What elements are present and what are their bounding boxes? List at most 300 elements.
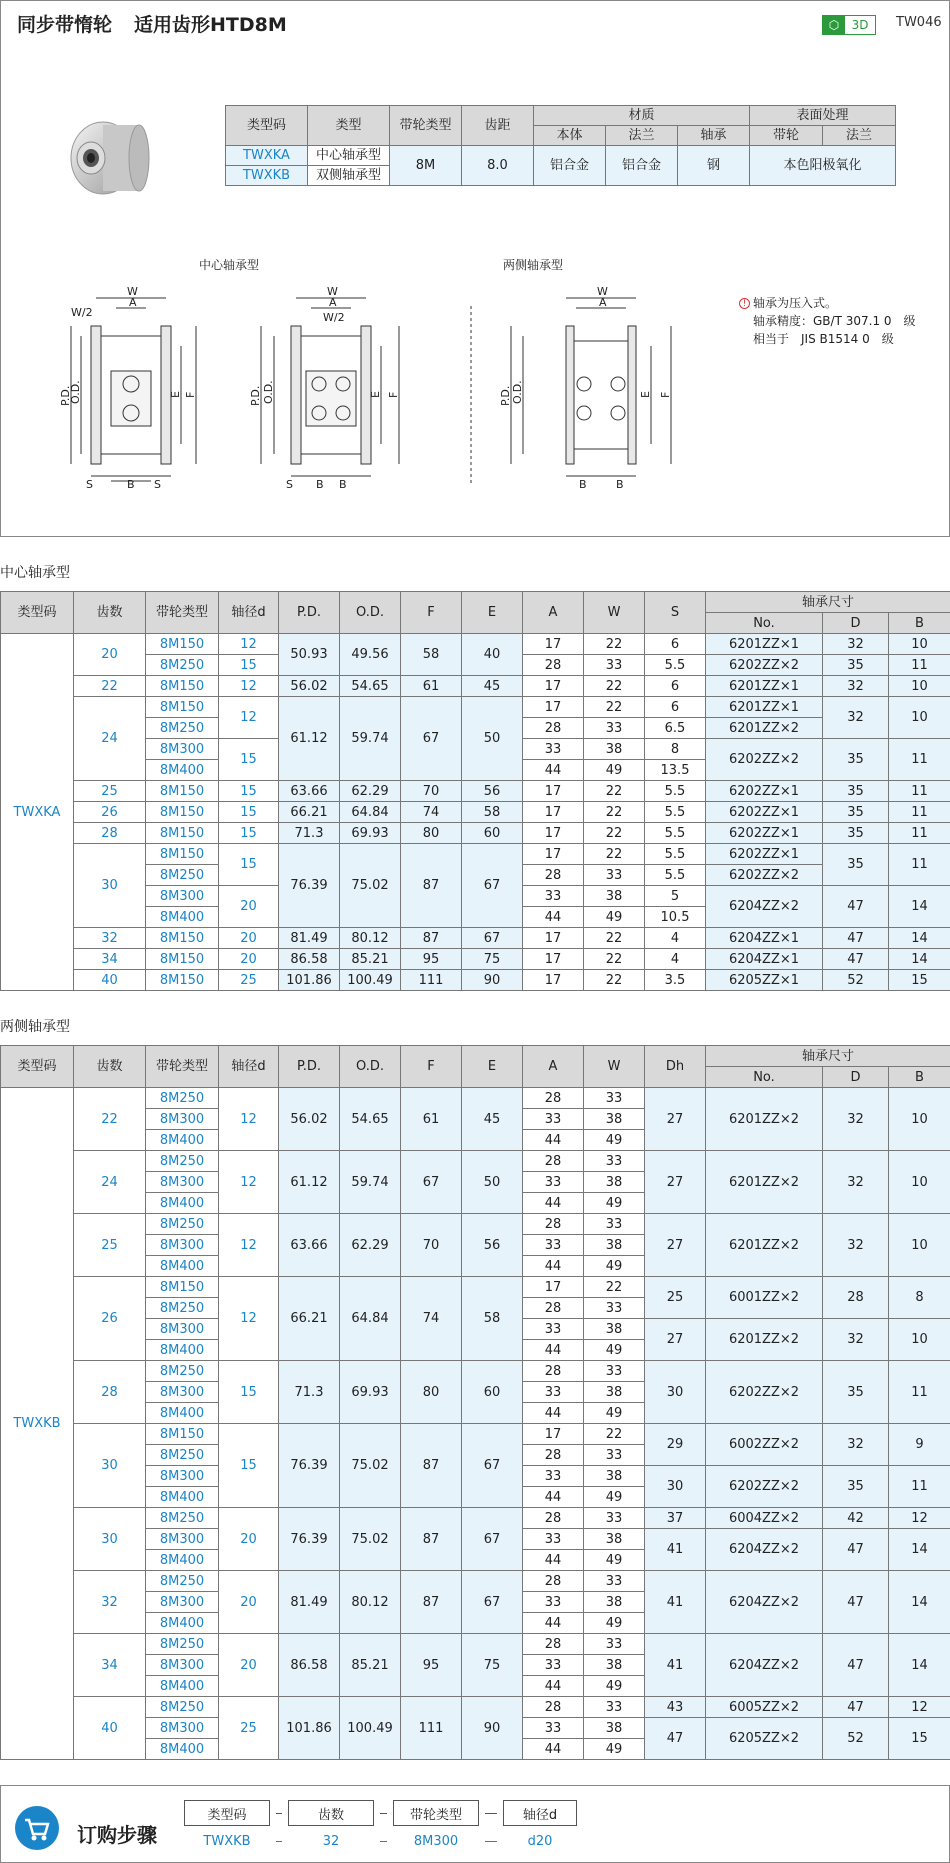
table-cell: 44	[523, 907, 584, 928]
table-cell: 33	[584, 1151, 645, 1172]
table-cell: 17	[523, 1277, 584, 1298]
table-link-cell[interactable]: 20	[219, 949, 279, 970]
table-link-cell[interactable]: 8M400	[146, 1340, 219, 1361]
cart-icon	[15, 1806, 59, 1850]
svg-text:S: S	[286, 478, 293, 491]
table-cell: 61.12	[279, 697, 340, 781]
table-cell: 41	[645, 1571, 706, 1634]
table-cell: 33	[523, 886, 584, 907]
table-link-cell[interactable]: 32	[74, 1571, 146, 1634]
table-cell: 111	[401, 970, 462, 991]
table-link-cell[interactable]: 8M250	[146, 1298, 219, 1319]
table-link-cell[interactable]: 28	[74, 1361, 146, 1424]
table-cell: 22	[584, 781, 645, 802]
table-cell: 87	[401, 844, 462, 928]
table-cell: 49	[584, 1676, 645, 1697]
table-cell: 49	[584, 1130, 645, 1151]
table-cell: 25	[645, 1277, 706, 1319]
table-cell: P.D.	[279, 1046, 340, 1088]
table-cell: 11	[889, 739, 950, 781]
table-link-cell[interactable]: 8M300	[146, 1382, 219, 1403]
table-cell: 轴径d	[219, 1046, 279, 1088]
table-cell: 5.5	[645, 844, 706, 865]
table-link-cell[interactable]: 8M150	[146, 970, 219, 991]
table-cell: 6205ZZ×2	[706, 1718, 823, 1760]
spec-table: 类型码 类型 带轮类型 齿距 材质 表面处理 本体 法兰 轴承 带轮 法兰 TWXKA 中心轴承型 8M 8.0 铝合金 铝合金 钢 本色阳极氧化 TWXKB 双侧轴承型	[225, 105, 896, 186]
table-link-cell[interactable]: 8M250	[146, 1214, 219, 1235]
table-link-cell[interactable]: 32	[74, 928, 146, 949]
table-cell: 12	[889, 1697, 950, 1718]
product-header-panel	[0, 0, 950, 537]
table-link-cell[interactable]: 8M400	[146, 1130, 219, 1151]
table-cell: 35	[823, 844, 889, 886]
table-cell: O.D.	[340, 592, 401, 634]
table-cell: 6005ZZ×2	[706, 1697, 823, 1718]
table-cell: 齿数	[74, 592, 146, 634]
table-cell: 6202ZZ×2	[706, 1466, 823, 1508]
table-cell: Dh	[645, 1046, 706, 1088]
table-link-cell[interactable]: 8M300	[146, 1319, 219, 1340]
table-cell: 5.5	[645, 823, 706, 844]
table-link-cell[interactable]: 8M400	[146, 1403, 219, 1424]
table-link-cell[interactable]: 12	[219, 1214, 279, 1277]
table-link-cell[interactable]: 8M300	[146, 1529, 219, 1550]
table-link-cell[interactable]: 8M300	[146, 1235, 219, 1256]
table-cell: 5	[645, 886, 706, 907]
table-cell: 80.12	[340, 928, 401, 949]
table-cell: P.D.	[279, 592, 340, 634]
table-cell: 6202ZZ×1	[706, 781, 823, 802]
table-cell: 45	[462, 1088, 523, 1151]
table-cell: 6204ZZ×2	[706, 1571, 823, 1634]
table-cell: 9	[889, 1424, 950, 1466]
section-title-center: 中心轴承型	[0, 565, 70, 581]
table-cell: O.D.	[340, 1046, 401, 1088]
table-link-cell[interactable]: 8M400	[146, 1193, 219, 1214]
table-link-cell[interactable]: 15	[219, 781, 279, 802]
table-cell: 74	[401, 802, 462, 823]
order-step-value: d20	[527, 1834, 553, 1849]
table-cell: 33	[523, 1109, 584, 1130]
table-link-cell[interactable]: 8M250	[146, 655, 219, 676]
svg-text:O.D.: O.D.	[511, 380, 524, 404]
svg-text:B: B	[579, 478, 587, 491]
svg-text:B: B	[316, 478, 324, 491]
table-cell: 41	[645, 1634, 706, 1697]
table-cell: 30	[645, 1466, 706, 1508]
table-link-cell[interactable]: 15	[219, 655, 279, 676]
svg-text:F: F	[659, 391, 672, 398]
table-cell: 13.5	[645, 760, 706, 781]
table-row	[1, 1151, 950, 1172]
table-cell: E	[462, 1046, 523, 1088]
table-cell: 11	[889, 655, 950, 676]
table-row	[1, 1214, 950, 1235]
order-step-label: 带轮类型	[393, 1800, 479, 1826]
table-row	[1, 1634, 950, 1655]
table-cell: 22	[584, 1277, 645, 1298]
type-code-link[interactable]: TWXKB	[226, 166, 308, 186]
table-link-cell[interactable]: 15	[219, 802, 279, 823]
table-cell: 81.49	[279, 1571, 340, 1634]
table-cell: 带轮类型	[146, 592, 219, 634]
table-link-cell[interactable]: 8M150	[146, 949, 219, 970]
table-link-cell[interactable]: 8M150	[146, 802, 219, 823]
table-cell: 75.02	[340, 1424, 401, 1508]
table-link-cell[interactable]: 12	[219, 1277, 279, 1361]
svg-text:O.D.: O.D.	[262, 380, 275, 404]
svg-text:S: S	[154, 478, 161, 491]
both-bearing-table	[0, 1045, 950, 1760]
table-cell: 61	[401, 676, 462, 697]
order-step-value: 32	[322, 1834, 340, 1849]
table-link-cell[interactable]: 8M250	[146, 1571, 219, 1592]
table-link-cell[interactable]: 8M400	[146, 1676, 219, 1697]
table-cell: 69.93	[340, 1361, 401, 1424]
table-cell: 6202ZZ×2	[706, 655, 823, 676]
svg-text:A: A	[599, 296, 607, 309]
table-cell: 85.21	[340, 1634, 401, 1697]
table-link-cell[interactable]: 8M250	[146, 718, 219, 739]
table-link-cell[interactable]: 8M400	[146, 907, 219, 928]
bearing-note: ! 轴承为压入式。 轴承精度：GB/T 307.1 0 级 相当于 JIS B1514 0 级	[739, 294, 916, 348]
table-cell: 43	[645, 1697, 706, 1718]
table-row	[1, 1424, 950, 1445]
table-link-cell[interactable]: 12	[219, 676, 279, 697]
table-cell: 10	[889, 634, 950, 655]
table-link-cell[interactable]: 8M300	[146, 1655, 219, 1676]
table-cell: 17	[523, 949, 584, 970]
svg-text:O.D.: O.D.	[69, 380, 82, 404]
table-cell: 5.5	[645, 655, 706, 676]
table-cell: 50	[462, 697, 523, 781]
table-link-cell[interactable]: 22	[74, 676, 146, 697]
table-link-cell[interactable]: 8M150	[146, 634, 219, 655]
table-link-cell[interactable]: 8M150	[146, 844, 219, 865]
table-cell: 15	[889, 1718, 950, 1760]
table-link-cell[interactable]: 26	[74, 802, 146, 823]
table-cell: 11	[889, 844, 950, 886]
table-link-cell[interactable]: TWXKB	[1, 1088, 74, 1760]
table-link-cell[interactable]: 30	[74, 1508, 146, 1571]
table-link-cell[interactable]: 22	[74, 1088, 146, 1151]
table-cell: 62.29	[340, 781, 401, 802]
table-cell: 33	[523, 1718, 584, 1739]
table-cell: 6002ZZ×2	[706, 1424, 823, 1466]
table-link-cell[interactable]: 20	[219, 1634, 279, 1697]
table-link-cell[interactable]: 25	[74, 781, 146, 802]
table-cell: 17	[523, 802, 584, 823]
table-cell: 28	[523, 1214, 584, 1235]
table-link-cell[interactable]: 8M300	[146, 1718, 219, 1739]
table-link-cell[interactable]: 8M150	[146, 697, 219, 718]
table-cell: 44	[523, 1487, 584, 1508]
table-cell: 49	[584, 907, 645, 928]
table-cell: 33	[584, 1571, 645, 1592]
svg-text:P.D.: P.D.	[59, 385, 72, 406]
table-link-cell[interactable]: 8M150	[146, 823, 219, 844]
table-link-cell[interactable]: 8M250	[146, 1088, 219, 1109]
table-link-cell[interactable]: 8M300	[146, 739, 219, 760]
table-link-cell[interactable]: 8M150	[146, 928, 219, 949]
table-cell: 29	[645, 1424, 706, 1466]
table-cell: 50.93	[279, 634, 340, 676]
table-cell: 28	[523, 1361, 584, 1382]
table-link-cell[interactable]: 8M300	[146, 1466, 219, 1487]
table-link-cell[interactable]: 8M400	[146, 1550, 219, 1571]
table-link-cell[interactable]: 24	[74, 1151, 146, 1214]
table-cell: 28	[523, 1697, 584, 1718]
table-cell: 轴承尺寸	[706, 1046, 950, 1067]
table-cell: 22	[584, 697, 645, 718]
table-cell: 6202ZZ×1	[706, 844, 823, 865]
type-code-link[interactable]: TWXKA	[226, 146, 308, 166]
table-cell: 类型码	[1, 1046, 74, 1088]
table-link-cell[interactable]: 20	[219, 928, 279, 949]
table-cell: 30	[645, 1361, 706, 1424]
table-row	[1, 1508, 950, 1529]
table-cell: 71.3	[279, 1361, 340, 1424]
table-cell: 95	[401, 1634, 462, 1697]
table-header-row	[1, 592, 950, 613]
table-link-cell[interactable]: 8M400	[146, 1613, 219, 1634]
table-link-cell[interactable]: 8M250	[146, 1697, 219, 1718]
table-cell: 17	[523, 1424, 584, 1445]
table-link-cell[interactable]: 28	[74, 823, 146, 844]
table-link-cell[interactable]: 30	[74, 844, 146, 928]
table-cell: 6201ZZ×1	[706, 676, 823, 697]
table-cell: 35	[823, 781, 889, 802]
product-code: TW046	[896, 15, 942, 30]
table-cell: 6.5	[645, 718, 706, 739]
table-row	[1, 823, 950, 844]
order-connector	[276, 1813, 282, 1814]
table-link-cell[interactable]: 8M300	[146, 1109, 219, 1130]
table-cell: 6001ZZ×2	[706, 1277, 823, 1319]
svg-text:E: E	[639, 391, 652, 398]
table-cell: No.	[706, 1067, 823, 1088]
table-cell: W	[584, 1046, 645, 1088]
table-link-cell[interactable]: 15	[219, 739, 279, 781]
table-link-cell[interactable]: 12	[219, 1088, 279, 1151]
cube-icon: ⬡	[823, 16, 845, 34]
table-link-cell[interactable]: 40	[74, 1697, 146, 1760]
table-cell: 轴径d	[219, 592, 279, 634]
table-cell: 14	[889, 928, 950, 949]
table-cell: 80	[401, 823, 462, 844]
table-cell: 67	[462, 844, 523, 928]
table-row	[1, 1697, 950, 1718]
table-cell: 47	[823, 1571, 889, 1634]
table-cell: 74	[401, 1277, 462, 1361]
table-cell: 52	[823, 1718, 889, 1760]
table-cell: 6204ZZ×1	[706, 949, 823, 970]
table-cell: 54.65	[340, 1088, 401, 1151]
table-cell: 17	[523, 676, 584, 697]
table-cell: 6	[645, 676, 706, 697]
svg-text:S: S	[86, 478, 93, 491]
table-cell: 101.86	[279, 970, 340, 991]
3d-model-button[interactable]: ⬡ 3D	[822, 15, 876, 35]
table-cell: 56.02	[279, 1088, 340, 1151]
table-row	[1, 781, 950, 802]
svg-text:F: F	[387, 391, 400, 398]
table-cell: 6204ZZ×2	[706, 1529, 823, 1571]
svg-text:P.D.: P.D.	[249, 385, 262, 406]
table-link-cell[interactable]: 30	[74, 1424, 146, 1508]
table-link-cell[interactable]: 12	[219, 697, 279, 739]
table-link-cell[interactable]: 12	[219, 634, 279, 655]
table-link-cell[interactable]: 25	[219, 970, 279, 991]
table-cell: 32	[823, 1214, 889, 1277]
table-link-cell[interactable]: 20	[74, 634, 146, 676]
table-link-cell[interactable]: 8M400	[146, 1487, 219, 1508]
table-link-cell[interactable]: 8M300	[146, 1592, 219, 1613]
table-link-cell[interactable]: 8M400	[146, 760, 219, 781]
table-link-cell[interactable]: 8M250	[146, 865, 219, 886]
table-row	[1, 1571, 950, 1592]
warning-icon: !	[739, 298, 750, 309]
table-cell: 56	[462, 1214, 523, 1277]
table-link-cell[interactable]: 20	[219, 1571, 279, 1634]
table-cell: 6201ZZ×2	[706, 1319, 823, 1361]
table-cell: 6202ZZ×1	[706, 823, 823, 844]
table-cell: 50	[462, 1151, 523, 1214]
table-cell: 40	[462, 634, 523, 676]
table-link-cell[interactable]: 8M250	[146, 1361, 219, 1382]
table-cell: 15	[889, 970, 950, 991]
table-cell: 63.66	[279, 1214, 340, 1277]
table-cell: 80	[401, 1361, 462, 1424]
table-link-cell[interactable]: 8M250	[146, 1508, 219, 1529]
order-step-label: 轴径d	[503, 1800, 577, 1826]
table-cell: 75	[462, 949, 523, 970]
table-cell: 6202ZZ×2	[706, 1361, 823, 1424]
table-link-cell[interactable]: 8M250	[146, 1151, 219, 1172]
table-link-cell[interactable]: 8M300	[146, 1172, 219, 1193]
table-cell: 27	[645, 1214, 706, 1277]
table-cell: 69.93	[340, 823, 401, 844]
table-cell: 32	[823, 1424, 889, 1466]
table-link-cell[interactable]: 25	[219, 1697, 279, 1760]
table-cell: 14	[889, 949, 950, 970]
table-cell: 28	[523, 1088, 584, 1109]
table-link-cell[interactable]: 8M150	[146, 676, 219, 697]
table-cell: 67	[462, 1571, 523, 1634]
table-link-cell[interactable]: 34	[74, 949, 146, 970]
table-cell: 6205ZZ×1	[706, 970, 823, 991]
table-link-cell[interactable]: 8M150	[146, 1277, 219, 1298]
table-cell: 66.21	[279, 802, 340, 823]
table-cell: 33	[523, 1172, 584, 1193]
table-link-cell[interactable]: 8M400	[146, 1739, 219, 1760]
table-link-cell[interactable]: 40	[74, 970, 146, 991]
table-cell: 10	[889, 1214, 950, 1277]
svg-text:W/2: W/2	[71, 306, 93, 319]
table-cell: 49	[584, 1403, 645, 1424]
table-cell: 33	[523, 1235, 584, 1256]
table-cell: 38	[584, 1382, 645, 1403]
table-link-cell[interactable]: 8M300	[146, 886, 219, 907]
table-link-cell[interactable]: 8M150	[146, 1424, 219, 1445]
table-link-cell[interactable]: 26	[74, 1277, 146, 1361]
table-cell: 62.29	[340, 1214, 401, 1277]
table-cell: 17	[523, 844, 584, 865]
table-cell: 35	[823, 655, 889, 676]
table-cell: 33	[584, 1634, 645, 1655]
table-cell: 类型码	[1, 592, 74, 634]
table-link-cell[interactable]: TWXKA	[1, 634, 74, 991]
order-steps-panel	[0, 1785, 950, 1863]
table-cell: 47	[823, 928, 889, 949]
table-cell: 6	[645, 697, 706, 718]
table-cell: 33	[584, 1361, 645, 1382]
table-cell: 33	[584, 1214, 645, 1235]
table-link-cell[interactable]: 8M400	[146, 1256, 219, 1277]
table-cell: 47	[823, 1634, 889, 1697]
svg-text:F: F	[184, 391, 197, 398]
table-cell: 87	[401, 928, 462, 949]
table-link-cell[interactable]: 15	[219, 823, 279, 844]
table-link-cell[interactable]: 20	[219, 1508, 279, 1571]
table-cell: 45	[462, 676, 523, 697]
table-cell: 67	[401, 697, 462, 781]
table-link-cell[interactable]: 24	[74, 697, 146, 781]
table-cell: A	[523, 592, 584, 634]
table-link-cell[interactable]: 34	[74, 1634, 146, 1697]
table-link-cell[interactable]: 20	[219, 886, 279, 928]
table-cell: 86.58	[279, 1634, 340, 1697]
table-cell: 52	[823, 970, 889, 991]
table-cell: 28	[523, 1634, 584, 1655]
table-cell: B	[889, 613, 950, 634]
table-link-cell[interactable]: 8M150	[146, 781, 219, 802]
table-link-cell[interactable]: 25	[74, 1214, 146, 1277]
table-cell: 44	[523, 1193, 584, 1214]
table-cell: 49	[584, 760, 645, 781]
table-link-cell[interactable]: 15	[219, 844, 279, 886]
table-cell: 17	[523, 928, 584, 949]
table-cell: 28	[523, 1508, 584, 1529]
table-link-cell[interactable]: 15	[219, 1361, 279, 1424]
table-link-cell[interactable]: 8M250	[146, 1445, 219, 1466]
dimension-drawings	[31, 286, 731, 496]
table-cell: 28	[523, 655, 584, 676]
table-link-cell[interactable]: 15	[219, 1424, 279, 1508]
table-link-cell[interactable]: 8M250	[146, 1634, 219, 1655]
table-cell: 10	[889, 676, 950, 697]
table-cell: 100.49	[340, 1697, 401, 1760]
table-cell: 38	[584, 1172, 645, 1193]
table-cell: 10	[889, 1319, 950, 1361]
table-cell: 6204ZZ×2	[706, 886, 823, 928]
table-cell: 67	[462, 1508, 523, 1571]
order-connector	[485, 1841, 497, 1842]
table-cell: 61.12	[279, 1151, 340, 1214]
table-cell: 87	[401, 1508, 462, 1571]
table-cell: 11	[889, 1361, 950, 1424]
table-cell: 58	[462, 1277, 523, 1361]
table-cell: 6201ZZ×1	[706, 697, 823, 718]
table-cell: 轴承尺寸	[706, 592, 950, 613]
table-cell: 75.02	[340, 1508, 401, 1571]
table-cell: 44	[523, 1613, 584, 1634]
table-cell: 111	[401, 1697, 462, 1760]
table-cell: 28	[523, 865, 584, 886]
table-link-cell[interactable]: 12	[219, 1151, 279, 1214]
table-row	[1, 634, 950, 655]
table-cell: 10.5	[645, 907, 706, 928]
